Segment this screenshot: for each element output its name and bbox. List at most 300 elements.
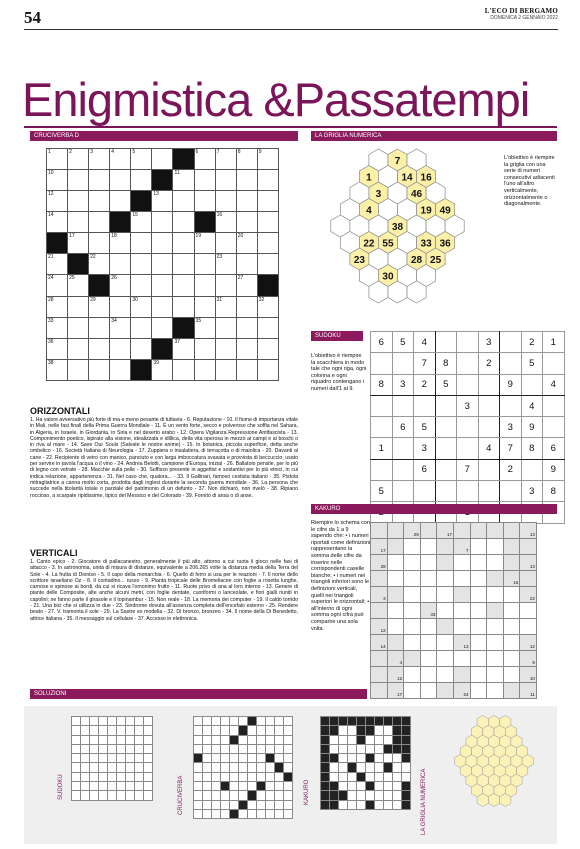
sudoku-cell[interactable]: 3 xyxy=(521,481,543,502)
sudoku-cell[interactable] xyxy=(521,459,543,480)
crossword-cell[interactable] xyxy=(152,254,173,275)
solution-cell xyxy=(284,782,293,791)
kakuro-cell[interactable] xyxy=(470,651,487,667)
sudoku-cell[interactable] xyxy=(478,417,500,438)
crossword-cell[interactable] xyxy=(257,296,278,317)
crossword-cell[interactable] xyxy=(257,212,278,233)
crossword-cell[interactable] xyxy=(47,191,68,212)
crossword-cell[interactable] xyxy=(89,317,110,338)
crossword-cell[interactable] xyxy=(236,317,257,338)
solution-cell xyxy=(72,782,81,791)
crossword-cell[interactable] xyxy=(89,191,110,212)
kakuro-cell[interactable] xyxy=(437,587,454,603)
kakuro-cell[interactable] xyxy=(487,683,504,699)
sudoku-cell[interactable]: 5 xyxy=(435,374,457,395)
kakuro-cell[interactable] xyxy=(387,571,404,587)
crossword-cell[interactable] xyxy=(236,191,257,212)
crossword-cell[interactable] xyxy=(194,296,215,317)
crossword-cell[interactable] xyxy=(89,359,110,380)
crossword-cell[interactable] xyxy=(152,275,173,296)
sudoku-cell[interactable]: 4 xyxy=(543,374,565,395)
crossword-cell[interactable] xyxy=(68,275,89,296)
black-cell[interactable] xyxy=(152,170,173,191)
crossword-cell[interactable] xyxy=(68,170,89,191)
crossword-cell[interactable] xyxy=(257,149,278,170)
crossword-cell[interactable] xyxy=(215,317,236,338)
crossword-cell[interactable] xyxy=(68,233,89,254)
kakuro-cell[interactable] xyxy=(487,651,504,667)
sudoku-cell[interactable] xyxy=(392,459,414,480)
sudoku-cell[interactable] xyxy=(500,395,522,416)
sudoku-cell[interactable] xyxy=(435,438,457,459)
sudoku-cell[interactable] xyxy=(457,353,479,374)
sudoku-cell[interactable] xyxy=(500,353,522,374)
sudoku-cell[interactable] xyxy=(457,374,479,395)
crossword-cell[interactable] xyxy=(68,359,89,380)
sudoku-cell[interactable]: 3 xyxy=(500,417,522,438)
cell-number: 39 xyxy=(153,359,159,366)
kakuro-cell[interactable] xyxy=(470,603,487,619)
kakuro-cell[interactable] xyxy=(470,539,487,555)
crossword-cell[interactable] xyxy=(89,296,110,317)
kakuro-cell[interactable] xyxy=(420,651,437,667)
sudoku-cell[interactable]: 5 xyxy=(371,481,393,502)
crossword-cell[interactable] xyxy=(131,275,152,296)
crossword-cell[interactable] xyxy=(236,233,257,254)
crossword-cell[interactable] xyxy=(68,317,89,338)
kakuro-clue-cell xyxy=(420,523,437,539)
kakuro-cell[interactable] xyxy=(503,587,520,603)
sudoku-cell[interactable] xyxy=(478,395,500,416)
kakuro-clue-cell xyxy=(387,523,404,539)
kakuro-grid[interactable] xyxy=(370,522,537,699)
crossword-cell[interactable] xyxy=(110,296,131,317)
sudoku-cell[interactable] xyxy=(371,417,393,438)
crossword-cell[interactable] xyxy=(236,149,257,170)
kakuro-cell[interactable] xyxy=(487,635,504,651)
sudoku-cell[interactable]: 1 xyxy=(543,332,565,353)
crossword-cell[interactable] xyxy=(131,233,152,254)
solution-cell xyxy=(72,735,81,744)
solution-cell xyxy=(393,763,402,772)
crossword-cell[interactable] xyxy=(131,254,152,275)
sudoku-cell[interactable]: 5 xyxy=(414,417,436,438)
sudoku-cell[interactable]: 6 xyxy=(371,332,393,353)
sudoku-cell[interactable] xyxy=(371,353,393,374)
solution-cell xyxy=(357,791,366,800)
sudoku-cell[interactable]: 5 xyxy=(521,353,543,374)
sudoku-cell[interactable] xyxy=(543,353,565,374)
sudoku-cell[interactable] xyxy=(478,374,500,395)
kakuro-cell[interactable] xyxy=(503,667,520,683)
crossword-cell[interactable] xyxy=(236,170,257,191)
crossword-cell[interactable] xyxy=(89,149,110,170)
sudoku-cell[interactable]: 2 xyxy=(521,332,543,353)
kakuro-cell[interactable] xyxy=(404,587,421,603)
kakuro-cell[interactable] xyxy=(404,619,421,635)
kakuro-cell[interactable] xyxy=(404,635,421,651)
kakuro-cell[interactable] xyxy=(387,555,404,571)
crossword-cell[interactable] xyxy=(215,296,236,317)
crossword-cell[interactable] xyxy=(110,275,131,296)
crossword-cell[interactable] xyxy=(89,254,110,275)
crossword-cell[interactable] xyxy=(47,170,68,191)
crossword-cell[interactable] xyxy=(194,254,215,275)
crossword-cell[interactable] xyxy=(257,233,278,254)
sudoku-cell[interactable]: 9 xyxy=(543,459,565,480)
sudoku-cell[interactable]: 4 xyxy=(521,395,543,416)
crossword-cell[interactable] xyxy=(173,359,194,380)
crossword-cell[interactable] xyxy=(131,149,152,170)
sudoku-cell[interactable] xyxy=(457,481,479,502)
crossword-cell[interactable] xyxy=(257,338,278,359)
hex-number: 33 xyxy=(420,238,432,250)
sudoku-cell[interactable]: 4 xyxy=(478,438,500,459)
crossword-cell[interactable] xyxy=(47,338,68,359)
sudoku-cell[interactable]: 8 xyxy=(543,481,565,502)
kakuro-cell[interactable] xyxy=(387,619,404,635)
kakuro-cell[interactable] xyxy=(470,555,487,571)
hex-grid[interactable] xyxy=(305,146,490,321)
crossword-cell[interactable] xyxy=(110,338,131,359)
crossword-cell[interactable] xyxy=(47,212,68,233)
sudoku-cell[interactable]: 7 xyxy=(500,438,522,459)
crossword-cell[interactable] xyxy=(68,296,89,317)
black-cell[interactable] xyxy=(131,191,152,212)
kakuro-cell[interactable] xyxy=(470,667,487,683)
crossword-cell[interactable] xyxy=(236,338,257,359)
kakuro-cell[interactable] xyxy=(404,555,421,571)
sudoku-cell[interactable]: 2 xyxy=(500,459,522,480)
sudoku-cell[interactable]: 3 xyxy=(457,395,479,416)
kakuro-cell[interactable] xyxy=(503,651,520,667)
crossword-cell[interactable] xyxy=(173,212,194,233)
crossword-cell[interactable] xyxy=(47,254,68,275)
black-cell[interactable] xyxy=(131,359,152,380)
crossword-cell[interactable] xyxy=(173,296,194,317)
solution-cell xyxy=(203,782,212,791)
sudoku-cell[interactable] xyxy=(414,481,436,502)
crossword-cell[interactable] xyxy=(194,149,215,170)
crossword-cell[interactable] xyxy=(215,275,236,296)
crossword-cell[interactable] xyxy=(173,170,194,191)
solution-cell xyxy=(266,726,275,735)
crossword-cell[interactable] xyxy=(89,338,110,359)
crossword-cell[interactable] xyxy=(215,191,236,212)
kakuro-cell[interactable] xyxy=(420,667,437,683)
kakuro-clue: 16 xyxy=(513,580,519,585)
sudoku-cell[interactable] xyxy=(414,395,436,416)
black-cell[interactable] xyxy=(173,317,194,338)
kakuro-cell[interactable] xyxy=(420,683,437,699)
kakuro-cell[interactable] xyxy=(404,603,421,619)
kakuro-cell[interactable] xyxy=(503,603,520,619)
cell-number: 27 xyxy=(237,275,244,282)
sudoku-cell[interactable] xyxy=(435,332,457,353)
crossword-cell[interactable] xyxy=(89,233,110,254)
crossword-cell[interactable] xyxy=(152,296,173,317)
sudoku-cell[interactable] xyxy=(478,459,500,480)
kakuro-cell[interactable] xyxy=(420,587,437,603)
sudoku-cell[interactable]: 8 xyxy=(371,374,393,395)
sudoku-cell[interactable]: 9 xyxy=(500,374,522,395)
crossword-cell[interactable] xyxy=(68,149,89,170)
kakuro-cell[interactable] xyxy=(387,603,404,619)
solution-cell xyxy=(239,772,248,781)
sudoku-cell[interactable]: 7 xyxy=(414,353,436,374)
crossword-cell[interactable] xyxy=(152,317,173,338)
crossword-cell[interactable] xyxy=(47,359,68,380)
kakuro-cell[interactable] xyxy=(437,651,454,667)
kakuro-cell[interactable] xyxy=(453,651,470,667)
crossword-cell[interactable] xyxy=(110,317,131,338)
sudoku-cell[interactable] xyxy=(435,459,457,480)
kakuro-clue: 13 xyxy=(463,644,469,649)
crossword-cell[interactable] xyxy=(257,191,278,212)
crossword-cell[interactable] xyxy=(257,254,278,275)
sudoku-cell[interactable] xyxy=(500,332,522,353)
kakuro-cell[interactable] xyxy=(437,603,454,619)
crossword-cell[interactable] xyxy=(131,296,152,317)
kakuro-cell[interactable] xyxy=(453,555,470,571)
kakuro-cell[interactable] xyxy=(487,619,504,635)
sudoku-cell[interactable] xyxy=(521,374,543,395)
cell-number: 37 xyxy=(174,338,181,345)
sudoku-cell[interactable] xyxy=(371,459,393,480)
sudoku-cell[interactable] xyxy=(435,417,457,438)
sudoku-cell[interactable] xyxy=(478,481,500,502)
sudoku-cell[interactable] xyxy=(500,481,522,502)
sudoku-cell[interactable]: 8 xyxy=(521,438,543,459)
kakuro-cell[interactable] xyxy=(487,587,504,603)
crossword-cell[interactable] xyxy=(173,254,194,275)
solution-cell xyxy=(248,782,257,791)
crossword-cell[interactable] xyxy=(194,359,215,380)
solution-cell xyxy=(257,754,266,763)
sudoku-cell[interactable]: 4 xyxy=(414,332,436,353)
kakuro-cell[interactable] xyxy=(404,683,421,699)
solution-cell xyxy=(203,726,212,735)
kakuro-clue: 28 xyxy=(380,564,386,569)
crossword-cell[interactable] xyxy=(194,338,215,359)
crossword-cell[interactable] xyxy=(236,359,257,380)
sudoku-cell[interactable]: 2 xyxy=(414,374,436,395)
solution-cell xyxy=(402,735,411,744)
sudoku-cell[interactable] xyxy=(392,438,414,459)
crossword-cell[interactable] xyxy=(131,212,152,233)
crossword-cell[interactable] xyxy=(47,317,68,338)
sudoku-cell[interactable]: 3 xyxy=(414,438,436,459)
kakuro-cell[interactable] xyxy=(420,619,437,635)
sudoku-cell[interactable] xyxy=(457,438,479,459)
sudoku-cell[interactable]: 3 xyxy=(478,332,500,353)
crossword-cell[interactable] xyxy=(215,212,236,233)
crossword-cell[interactable] xyxy=(68,338,89,359)
crossword-cell[interactable] xyxy=(47,296,68,317)
kakuro-cell[interactable] xyxy=(520,603,537,619)
kakuro-cell[interactable] xyxy=(470,587,487,603)
solution-cell xyxy=(275,782,284,791)
kakuro-cell[interactable] xyxy=(437,635,454,651)
sudoku-cell[interactable]: 7 xyxy=(457,459,479,480)
crossword-cell[interactable] xyxy=(194,275,215,296)
black-cell[interactable] xyxy=(68,254,89,275)
crossword-cell[interactable] xyxy=(89,170,110,191)
kakuro-cell[interactable] xyxy=(420,635,437,651)
crossword-cell[interactable] xyxy=(110,233,131,254)
crossword-cell[interactable] xyxy=(152,212,173,233)
kakuro-cell[interactable] xyxy=(503,635,520,651)
sudoku-cell[interactable] xyxy=(457,332,479,353)
sudoku-cell[interactable]: 1 xyxy=(371,438,393,459)
crossword-cell[interactable] xyxy=(215,338,236,359)
solution-cell xyxy=(402,791,411,800)
crossword-cell[interactable] xyxy=(152,149,173,170)
sudoku-cell[interactable] xyxy=(392,395,414,416)
crossword-cell[interactable] xyxy=(257,317,278,338)
crossword-cell[interactable] xyxy=(47,275,68,296)
sudoku-cell[interactable]: 3 xyxy=(392,374,414,395)
kakuro-cell[interactable] xyxy=(503,619,520,635)
crossword-cell[interactable] xyxy=(152,233,173,254)
solution-cell xyxy=(366,754,375,763)
solution-cell xyxy=(117,754,126,763)
crossword-cell[interactable] xyxy=(236,254,257,275)
sudoku-cell[interactable] xyxy=(392,481,414,502)
crossword-cell[interactable] xyxy=(215,149,236,170)
kakuro-cell[interactable] xyxy=(420,555,437,571)
kakuro-cell[interactable] xyxy=(470,635,487,651)
kakuro-cell[interactable] xyxy=(404,539,421,555)
crossword-cell[interactable] xyxy=(173,338,194,359)
kakuro-cell[interactable] xyxy=(453,619,470,635)
black-cell[interactable] xyxy=(257,275,278,296)
kakuro-cell[interactable] xyxy=(404,571,421,587)
black-cell[interactable] xyxy=(47,233,68,254)
crossword-cell[interactable] xyxy=(173,191,194,212)
sudoku-grid[interactable] xyxy=(370,331,565,524)
crossword-cell[interactable] xyxy=(110,149,131,170)
solution-cell xyxy=(81,726,90,735)
kakuro-cell[interactable] xyxy=(453,603,470,619)
kakuro-clue-cell xyxy=(487,603,504,619)
kakuro-cell[interactable] xyxy=(487,555,504,571)
solution-cell xyxy=(366,726,375,735)
crossword-cell[interactable] xyxy=(194,317,215,338)
crossword-cell[interactable] xyxy=(236,212,257,233)
sudoku-cell[interactable] xyxy=(543,417,565,438)
crossword-cell[interactable] xyxy=(173,233,194,254)
crossword-cell[interactable] xyxy=(131,317,152,338)
crossword-cell[interactable] xyxy=(194,170,215,191)
solution-cell xyxy=(275,726,284,735)
sudoku-cell[interactable]: 6 xyxy=(543,438,565,459)
crossword-cell[interactable] xyxy=(215,254,236,275)
sudoku-cell[interactable] xyxy=(371,395,393,416)
sudoku-cell[interactable]: 6 xyxy=(414,459,436,480)
crossword-cell[interactable] xyxy=(257,359,278,380)
black-cell[interactable] xyxy=(89,275,110,296)
kakuro-cell[interactable] xyxy=(487,539,504,555)
crossword-grid[interactable] xyxy=(46,148,279,381)
crossword-cell[interactable] xyxy=(152,359,173,380)
solution-cell xyxy=(248,791,257,800)
kakuro-cell[interactable] xyxy=(420,539,437,555)
crossword-cell[interactable] xyxy=(173,275,194,296)
crossword-cell[interactable] xyxy=(236,275,257,296)
kakuro-cell[interactable] xyxy=(404,667,421,683)
solution-cell xyxy=(99,726,108,735)
sudoku-cell[interactable] xyxy=(435,481,457,502)
black-cell[interactable] xyxy=(110,212,131,233)
sudoku-cell[interactable]: 8 xyxy=(435,353,457,374)
solution-cell xyxy=(357,763,366,772)
solution-cell xyxy=(90,717,99,726)
hex-number: 7 xyxy=(394,156,401,167)
crossword-cell[interactable] xyxy=(194,233,215,254)
sudoku-cell[interactable] xyxy=(457,417,479,438)
crossword-cell[interactable] xyxy=(110,254,131,275)
sudoku-cell[interactable] xyxy=(392,353,414,374)
crossword-cell[interactable] xyxy=(110,170,131,191)
sudoku-cell[interactable]: 9 xyxy=(521,417,543,438)
kakuro-cell[interactable] xyxy=(487,667,504,683)
kakuro-cell[interactable] xyxy=(453,571,470,587)
crossword-cell[interactable] xyxy=(68,212,89,233)
black-cell[interactable] xyxy=(194,212,215,233)
kakuro-cell[interactable] xyxy=(420,571,437,587)
cell-number: 26 xyxy=(111,275,117,282)
crossword-cell[interactable] xyxy=(236,296,257,317)
sudoku-cell[interactable]: 6 xyxy=(392,417,414,438)
black-cell[interactable] xyxy=(173,149,194,170)
kakuro-clue-cell xyxy=(503,571,520,587)
crossword-cell[interactable] xyxy=(152,191,173,212)
kakuro-cell[interactable] xyxy=(470,619,487,635)
solution-cell xyxy=(203,791,212,800)
sudoku-cell[interactable]: 5 xyxy=(392,332,414,353)
crossword-cell[interactable] xyxy=(89,212,110,233)
black-cell[interactable] xyxy=(152,338,173,359)
crossword-cell[interactable] xyxy=(215,359,236,380)
kakuro-cell[interactable] xyxy=(520,619,537,635)
crossword-cell[interactable] xyxy=(47,149,68,170)
crossword-cell[interactable] xyxy=(131,170,152,191)
crossword-cell[interactable] xyxy=(215,233,236,254)
crossword-cell[interactable] xyxy=(131,338,152,359)
crossword-cell[interactable] xyxy=(257,170,278,191)
solution-cell xyxy=(221,782,230,791)
kakuro-cell[interactable] xyxy=(470,683,487,699)
crossword-cell[interactable] xyxy=(215,170,236,191)
sudoku-cell[interactable]: 2 xyxy=(478,353,500,374)
kakuro-cell[interactable] xyxy=(437,571,454,587)
crossword-cell[interactable] xyxy=(110,191,131,212)
solution-cell xyxy=(117,726,126,735)
crossword-cell[interactable] xyxy=(194,191,215,212)
sudoku-cell[interactable] xyxy=(435,395,457,416)
crossword-cell[interactable] xyxy=(110,359,131,380)
kakuro-cell[interactable] xyxy=(470,571,487,587)
kakuro-clue: 14 xyxy=(380,644,386,649)
crossword-cell[interactable] xyxy=(68,191,89,212)
kakuro-cell[interactable] xyxy=(437,667,454,683)
solution-cell xyxy=(384,754,393,763)
masthead xyxy=(485,7,558,21)
cell-number: 23 xyxy=(216,254,223,261)
sudoku-cell[interactable] xyxy=(543,395,565,416)
solution-cell xyxy=(239,735,248,744)
